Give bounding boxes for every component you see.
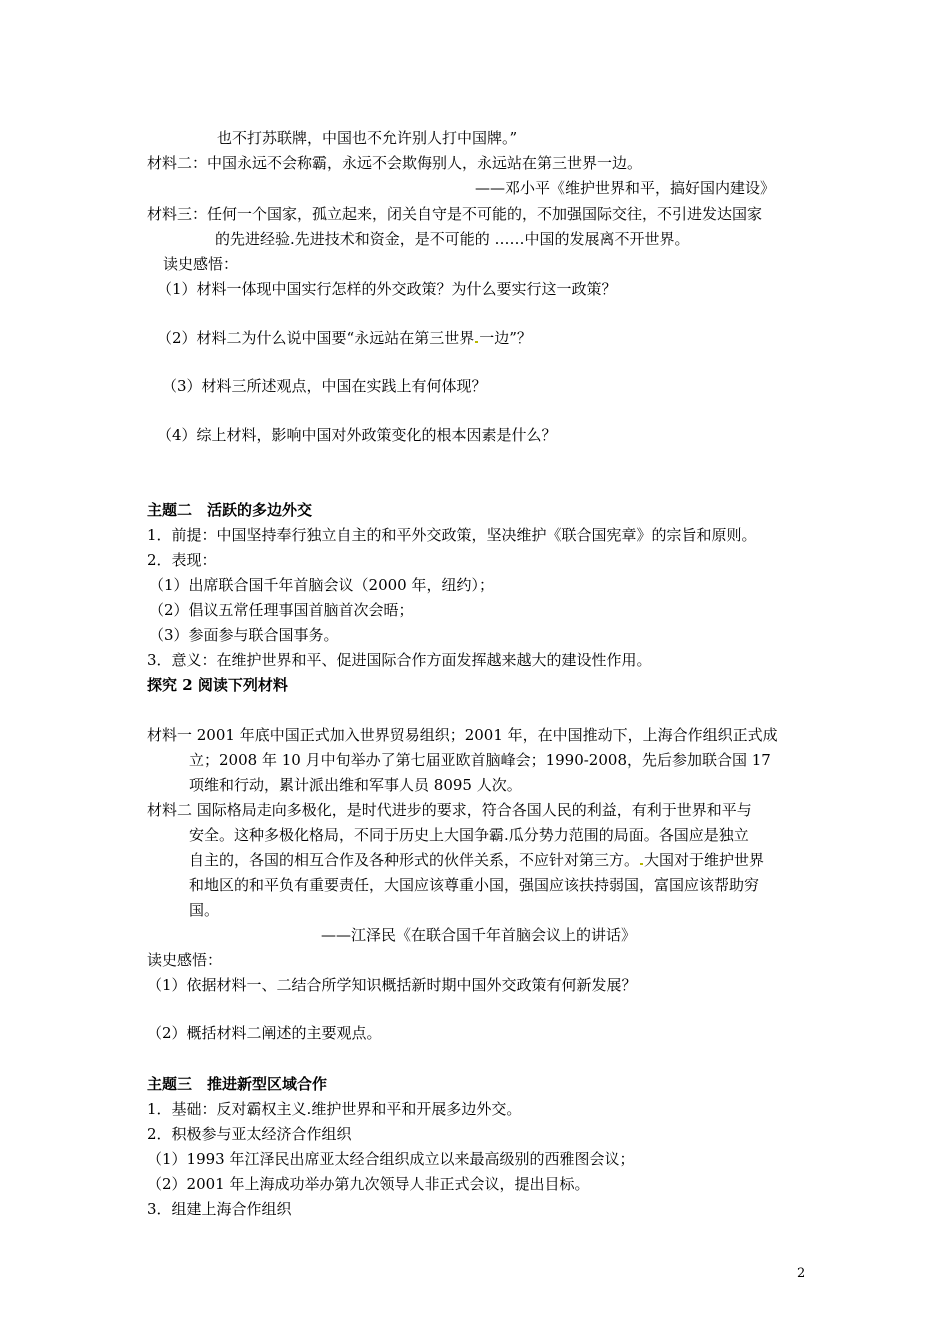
list-item: （1）出席联合国千年首脑会议（2000 年，纽约）； xyxy=(149,576,494,594)
citation: ——邓小平《维护世界和平，搞好国内建设》 xyxy=(475,179,776,197)
citation: ——江泽民《在联合国千年首脑会议上的讲话》 xyxy=(321,926,637,944)
text-line: 材料二 国际格局走向多极化，是时代进步的要求，符合各国人民的利益，有利于世界和平与 xyxy=(147,801,752,819)
question: （4）综上材料，影响中国对外政策变化的根本因素是什么？ xyxy=(157,426,557,444)
list-item: （2）2001 年上海成功举办第九次领导人非正式会议，提出目标。 xyxy=(147,1175,590,1193)
text-line: 材料三：任何一个国家，孤立起来，闭关自守是不可能的，不加强国际交往，不引进发达国家 xyxy=(147,205,763,223)
text-line: 材料二：中国永远不会称霸，永远不会欺侮别人，永远站在第三世界一边。 xyxy=(147,154,643,172)
text-line: 安全。这种多极化格局，不同于历史上大国争霸.瓜分势力范围的局面。各国应是独立 xyxy=(189,826,749,844)
text-line: 2．积极参与亚太经济合作组织 xyxy=(147,1125,352,1143)
question-part: 一边”？ xyxy=(479,329,532,347)
text-line: 3．意义：在维护世界和平、促进国际合作方面发挥越来越大的建设性作用。 xyxy=(147,651,652,669)
list-item: （3）参面参与联合国事务。 xyxy=(149,626,339,644)
text-line: 项维和行动，累计派出维和军事人员 8095 人次。 xyxy=(189,776,522,794)
section-title: 探究 2 阅读下列材料 xyxy=(147,676,288,694)
text-line: 1．基础：反对霸权主义.维护世界和平和开展多边外交。 xyxy=(147,1100,522,1118)
page-number: 2 xyxy=(797,1266,806,1281)
text-line: 读史感悟： xyxy=(163,255,239,273)
text-line xyxy=(189,849,764,871)
text-line: 读史感悟： xyxy=(147,951,223,969)
list-item: （1）1993 年江泽民出席亚太经合组织成立以来最高级别的西雅图会议； xyxy=(147,1150,635,1168)
section-title: 主题二 活跃的多边外交 xyxy=(147,501,313,519)
question: （1）材料一体现中国实行怎样的外交政策？为什么要实行这一政策？ xyxy=(157,280,617,298)
text-line: 国。 xyxy=(189,901,220,919)
mark-icon xyxy=(640,863,643,865)
question-part: （2）材料二为什么说中国要“永远站在第三世界 xyxy=(157,329,475,347)
text-line: 1．前提：中国坚持奉行独立自主的和平外交政策，坚决维护《联合国宪章》的宗旨和原则。 xyxy=(147,526,757,544)
question: （3）材料三所述观点，中国在实践上有何体现？ xyxy=(162,377,487,395)
text-line: 材料一 2001 年底中国正式加入世界贸易组织；2001 年，在中国推动下，上海合作组织正式成 xyxy=(147,726,778,744)
text-line: 也不打苏联牌，中国也不允许别人打中国牌。” xyxy=(217,129,518,147)
section-title: 主题三 推进新型区域合作 xyxy=(147,1075,328,1093)
text-part: 大国对于维护世界 xyxy=(644,851,765,869)
mark-icon xyxy=(475,341,478,343)
list-item: （2）倡议五常任理事国首脑首次会晤； xyxy=(149,601,414,619)
text-part: 自主的，各国的相互合作及各种形式的伙伴关系，不应针对第三方。 xyxy=(189,851,640,869)
question xyxy=(157,327,532,349)
text-line: 3．组建上海合作组织 xyxy=(147,1200,292,1218)
text-line: 立；2008 年 10 月中旬举办了第七届亚欧首脑峰会；1990-2008，先后参加联合国 17 xyxy=(189,751,771,769)
text-line: 2．表现： xyxy=(147,551,217,569)
text-line: 和地区的和平负有重要责任，大国应该尊重小国，强国应该扶持弱国，富国应该帮助穷 xyxy=(189,876,760,894)
text-line: 的先进经验.先进技术和资金，是不可能的 ……中国的发展离不开世界。 xyxy=(215,230,690,248)
question: （2）概括材料二阐述的主要观点。 xyxy=(147,1024,382,1042)
question: （1）依据材料一、二结合所学知识概括新时期中国外交政策有何新发展？ xyxy=(147,976,637,994)
